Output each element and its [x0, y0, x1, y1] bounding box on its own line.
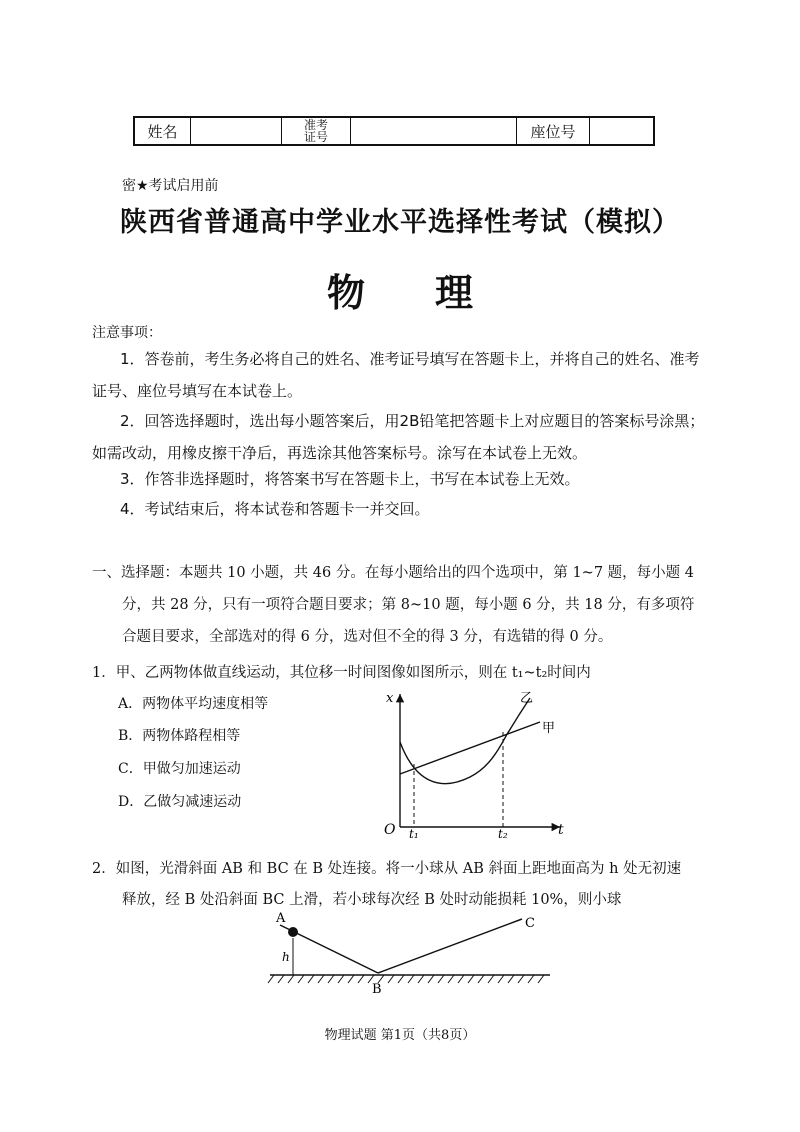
section1-line2: 分，共 28 分，只有一项符合题目要求；第 8~10 题，每小题 6 分，共 18 分，有多项符 [122, 597, 695, 613]
section1-line3: 合题目要求，全部选对的得 6 分，选对但不全的得 3 分，有选错的得 0 分。 [122, 629, 613, 645]
ball [288, 927, 298, 937]
q1-option-a: A．两物体平均速度相等 [118, 696, 269, 712]
exam-number-field[interactable] [351, 117, 517, 145]
note-item-2: 2．回答选择题时，选出每小题答案后，用2B铅笔把答题卡上对应题目的答案标号涂黑；如需改动，用橡皮擦干净后，再选涂其他答案标号。涂写在本试卷上无效。 [92, 412, 705, 462]
t1-label: t₁ [409, 827, 419, 841]
note-item-4: 4．考试结束后，将本试卷和答题卡一并交回。 [120, 500, 430, 518]
line-jia [400, 722, 540, 774]
y-axis-label: x [386, 691, 394, 706]
q1-stem: 1．甲、乙两物体做直线运动，其位移一时间图像如图所示，则在 t₁~t₂时间内 [92, 665, 591, 681]
incline-bc [378, 919, 522, 973]
candidate-info-table [133, 116, 655, 146]
page-footer: 物理试题 第1页（共8页） [324, 1028, 476, 1043]
origin-label: O [384, 822, 396, 838]
point-a-label: A [276, 911, 286, 926]
x-axis-label: t [558, 822, 564, 838]
ground-hatching [268, 975, 544, 983]
secret-mark: 密★考试启用前 [122, 178, 219, 194]
curve-yi [400, 698, 530, 784]
notes-heading: 注意事项： [92, 325, 162, 341]
q1-option-b: B．两物体路程相等 [118, 728, 241, 744]
seat-field[interactable] [590, 117, 655, 145]
q1-option-c: C．甲做匀加速运动 [118, 761, 241, 777]
t2-label: t₂ [498, 827, 508, 841]
exam-number-label: 准考 证号 [282, 117, 351, 145]
note-item-3: 3．作答非选择题时，将答案书写在答题卡上，书写在本试卷上无效。 [120, 470, 580, 488]
name-label: 姓名 [134, 117, 191, 145]
q2-incline-figure [260, 905, 560, 995]
q2-line2: 释放，经 B 处沿斜面 BC 上滑，若小球每次经 B 处时动能损耗 10%，则小球 [122, 892, 622, 908]
name-field[interactable] [191, 117, 282, 145]
q1-xt-graph [370, 682, 580, 842]
line-jia-label: 甲 [542, 721, 556, 736]
q1-option-d: D．乙做匀减速运动 [118, 794, 242, 810]
section1-line1: 一、选择题：本题共 10 小题，共 46 分。在每小题给出的四个选项中，第 1~7 题，每小题 4 [92, 565, 694, 581]
seat-label: 座位号 [517, 117, 590, 145]
q2-line1: 2．如图，光滑斜面 AB 和 BC 在 B 处连接。将一小球从 AB 斜面上距地面高为 h 处无初速 [92, 861, 682, 877]
exam-title: 陕西省普通高中学业水平选择性考试（模拟） [120, 207, 680, 238]
curve-yi-label: 乙 [520, 691, 534, 706]
note-item-1: 1．答卷前，考生务必将自己的姓名、准考证号填写在答题卡上，并将自己的姓名、准考证号、座位号填写在本试卷上。 [92, 350, 700, 400]
height-label: h [282, 950, 290, 964]
subject-title: 物理 [326, 271, 543, 315]
point-b-label: B [372, 982, 382, 995]
point-c-label: C [525, 916, 535, 931]
